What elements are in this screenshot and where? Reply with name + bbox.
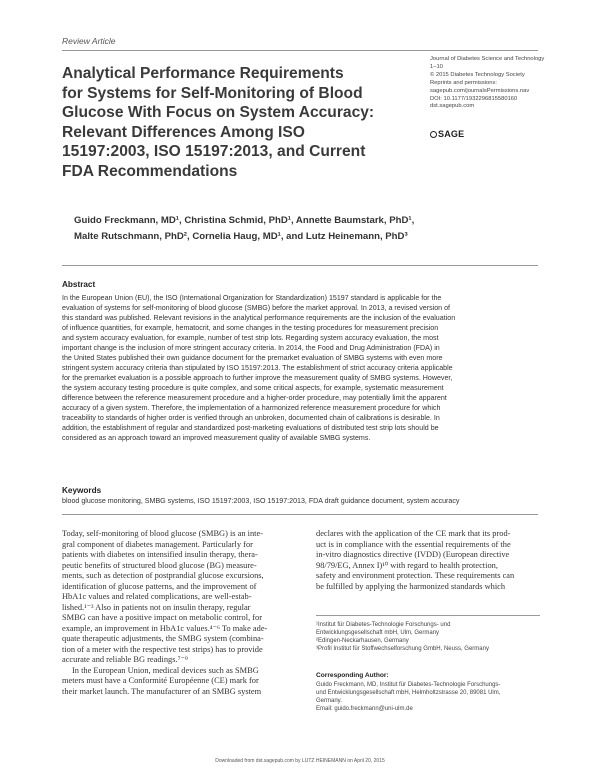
doi[interactable]: DOI: 10.1177/1932296815580160 (430, 95, 518, 102)
download-footer: Downloaded from dst.sagepub.com by LUTZ HEINEMANN on April 20, 2015 (215, 758, 385, 764)
corresponding-author-heading: Corresponding Author: (316, 672, 389, 679)
body-line: be fulfilled by applying the harmonized standards which (316, 581, 506, 591)
publisher-name: SAGE (438, 129, 465, 139)
abstract-line: accuracy of a given system. Therefore, the implementation of a harmonized reference measurement procedure for which (62, 404, 441, 412)
body-line: in-vitro diagnostics directive (IVDD) (European directive (316, 550, 510, 559)
corresponding-author (316, 681, 542, 713)
affiliation-line: Entwicklungsgesellschaft mbH, Ulm, Germany (316, 630, 440, 636)
body-line: HbA1c values and related complications, are well-estab- (62, 592, 252, 601)
body-line: patients with diabetes on intensified insulin therapy, thera- (62, 550, 258, 559)
corresponding-email[interactable]: Email: guido.freckmann@uni-ulm.de (316, 706, 413, 712)
journal-name: Journal of Diabetes Science and Technology (430, 56, 545, 62)
permissions-link[interactable]: sagepub.com/journalsPermissions.nav (430, 87, 530, 94)
body-line: 98/79/EG, Annex I)¹⁰ with regard to health protection, (316, 560, 498, 570)
body-line: example, an improvement in HbA1c values.⁴⁻⁶ To make ade- (62, 623, 268, 633)
abstract-line: evaluation of systems for self-monitoring of blood glucose (SMBG) before the market approval. In 2013, a revised version of (62, 304, 450, 312)
abstract-line: addition, the establishment of regular and standardized post-marketing evaluations of distributed test strip lots should be (62, 424, 439, 432)
body-line: gral component of diabetes management. Particularly for (62, 539, 253, 549)
affiliation-line: ²Edingen-Neckarhausen, Germany (316, 638, 409, 644)
body-line: lished.¹⁻³ Also in patients not on insulin therapy, regular (62, 602, 251, 612)
body-column-left (62, 529, 298, 697)
abstract-body (62, 293, 540, 443)
keywords-text: blood glucose monitoring, SMBG systems, ISO 15197:2003, ISO 15197:2013, FDA draft guidance document, system accuracy (62, 497, 460, 505)
affiliation-line: ³Profil Institut für Stoffwechselforschung GmbH, Neuss, Germany (316, 646, 489, 652)
title-line: FDA Recommendations (62, 162, 238, 180)
body-line: identification of glucose patterns, and the improvement of (62, 581, 257, 591)
journal-url[interactable]: dst.sagepub.com (430, 103, 475, 110)
header-rule (62, 50, 538, 51)
title-line: Glucose With Focus on System Accuracy: (62, 104, 375, 121)
journal-meta (430, 56, 550, 111)
article-title (62, 64, 412, 181)
body-line: In the European Union, medical devices such as SMBG (72, 665, 259, 675)
corresponding-line: Guido Freckmann, MD, Institut für Diabetes-Technologie Forschungs- (316, 682, 501, 688)
corresponding-line: Germany. (316, 698, 342, 704)
abstract-line: In the European Union (EU), the ISO (International Organization for Standardization) 15197 standard is applicable for the (62, 294, 442, 302)
copyright: © 2015 Diabetes Technology Society (430, 71, 525, 78)
body-line: meters must have a Conformité Européenne (CE) mark for (62, 676, 259, 685)
reprints-label: Reprints and permissions: (430, 79, 498, 86)
corresponding-line: und Entwicklungsgesellschaft mbH, Helmholtzstrasse 20, 89081 Ulm, (316, 690, 501, 696)
body-line: quate therapeutic adjustments, the SMBG system (combina- (62, 634, 264, 643)
page-range: 1–10 (430, 63, 443, 70)
abstract-line: stringent system accuracy criteria than stipulated by ISO 15197:2013. The establishment of strict accuracy criteria applicable (62, 364, 453, 372)
abstract-heading: Abstract (62, 280, 96, 289)
body-line: their market launch. The manufacturer of an SMBG system (62, 686, 262, 696)
title-line: for Systems for Self-Monitoring of Blood (62, 84, 363, 102)
affiliations (316, 621, 542, 653)
author-list (74, 213, 534, 245)
title-line: Analytical Performance Requirements (62, 65, 344, 82)
abstract-line: difference between the reference measurement procedure and a higher-order procedure, may potentially limit the apparent (62, 394, 447, 402)
abstract-line: important change is the inclusion of more stringent accuracy criteria. In 2014, the Food and Drug Administration (FDA) in (62, 344, 440, 352)
body-line: safety and environment protection. These requirements can (316, 571, 515, 580)
body-rule (62, 514, 538, 515)
body-line: Today, self-monitoring of blood glucose (SMBG) is an inte- (62, 529, 264, 538)
abstract-line: the United States published their own guidance document for the premarket evaluation of SMBG systems with even more (62, 354, 443, 362)
body-line: uct is in compliance with the essential requirements of the (316, 539, 511, 549)
affiliations-rule (316, 615, 540, 616)
body-line: SMBG can have a positive impact on metabolic control, for (62, 613, 263, 622)
body-line: peutic benefits of structured blood glucose (BG) measure- (62, 560, 257, 570)
article-type-label: Review Article (62, 36, 116, 46)
publisher-logo (430, 129, 464, 139)
body-line: declares with the application of the CE mark that its prod- (316, 529, 511, 538)
title-line: Relevant Differences Among ISO (62, 123, 305, 141)
author-line: Guido Freckmann, MD¹, Christina Schmid, PhD¹, Annette Baumstark, PhD¹, (74, 215, 415, 226)
abstract-line: and system accuracy evaluation, for example, number of test strip lots. Regarding system accuracy evaluation, the most (62, 334, 439, 342)
abstract-rule (62, 265, 538, 266)
abstract-line: traceability to standards of higher order is verified through an unbroken, documented chain of calibrations is desirable. In (62, 414, 440, 422)
abstract-line: for the premarket evaluation is a possible approach to further improve the measurement quality of SMBG systems. However, (62, 374, 453, 382)
title-line: 15197:2003, ISO 15197:2013, and Current (62, 143, 366, 160)
keywords-heading: Keywords (62, 486, 102, 495)
author-line: Malte Rutschmann, PhD², Cornelia Haug, MD¹, and Lutz Heinemann, PhD³ (74, 231, 408, 242)
body-column-right (316, 529, 542, 592)
body-line: ments, such as detection of postprandial glucose excursions, (62, 571, 264, 580)
body-line: accurate and reliable BG readings.⁷⁻⁹ (62, 655, 188, 664)
abstract-line: this standard was published. Relevant revisions in the analytical performance requirements are the inclusion of the evaluation (62, 314, 456, 322)
abstract-line: of influence quantities, for example, hematocrit, and some changes in the testing procedures for measurement precision (62, 324, 439, 332)
sage-logo-icon (430, 131, 437, 138)
abstract-line: the system accuracy testing procedure is quite complex, and some critical aspects, for example, systematic measurement (62, 384, 444, 392)
abstract-line: considered as an approach toward an improved measurement quality of available SMBG systems. (62, 434, 371, 442)
body-line: tion of a meter with the respective test strips) has to provide (62, 644, 263, 654)
affiliation-line: ¹Institut für Diabetes-Technologie Forschungs- und (316, 622, 451, 628)
